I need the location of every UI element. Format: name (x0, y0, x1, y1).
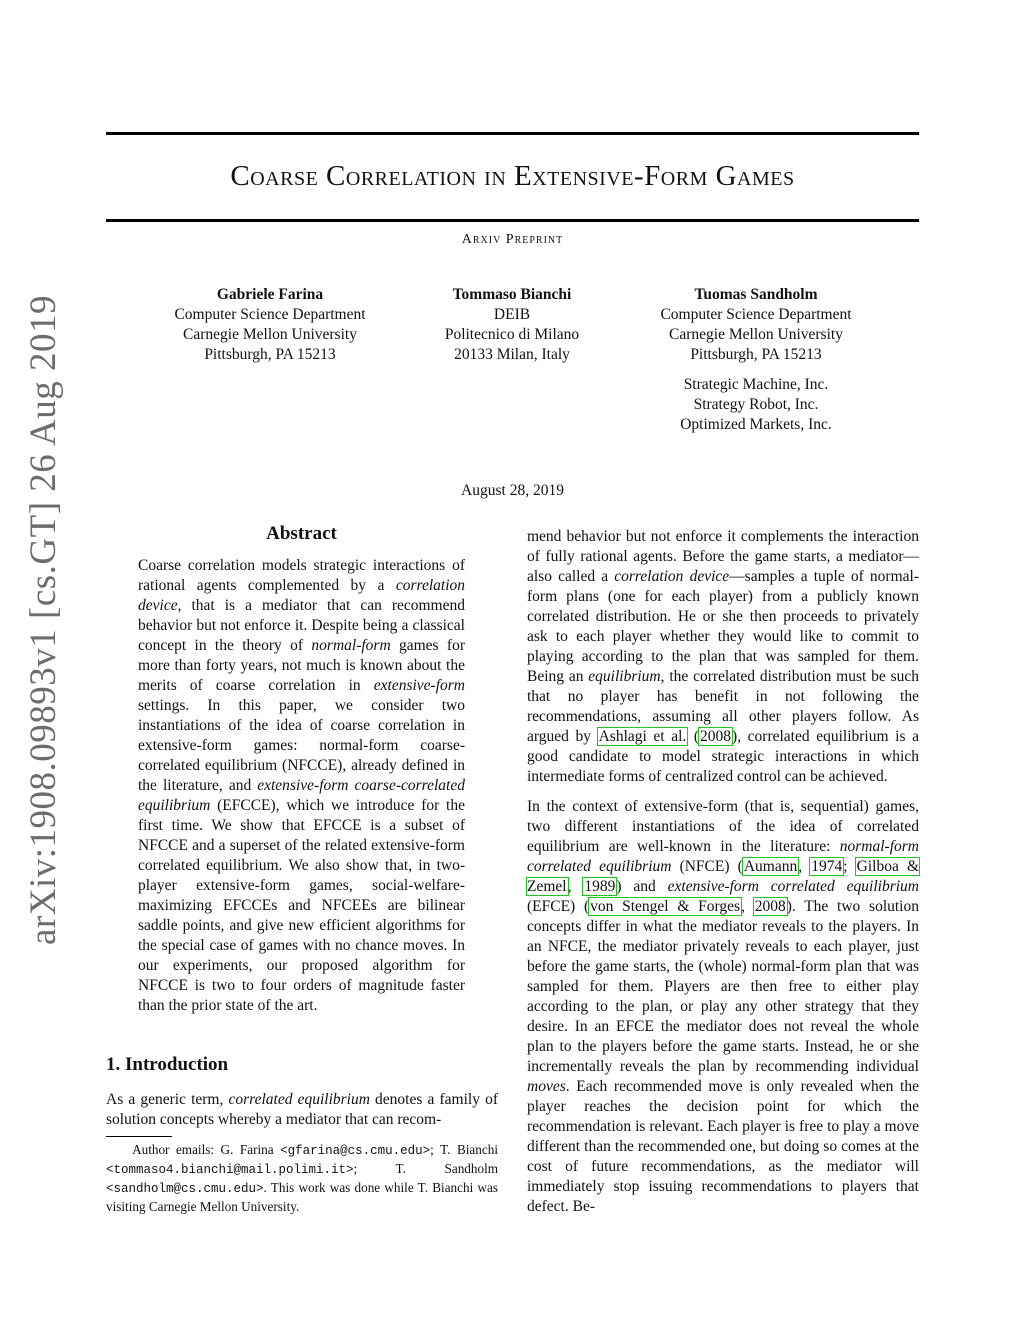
body-text: (EFCE) ( (527, 898, 590, 915)
citation-link-von-stengel-forges[interactable]: von Stengel & Forges (590, 898, 741, 915)
citation-link-aumann-year[interactable]: 1974 (811, 858, 843, 875)
author-emails-footnote (106, 1141, 498, 1215)
body-text: In the context of extensive-form (that is, sequential) games, two different instantiations of the idea of correlated equilibrium are well-known in the literature: (527, 798, 919, 855)
body-text: ) and (616, 878, 668, 895)
body-text: . Each recommended move is only revealed when the player reaches the decision point for which the recommendation is relevant. Each player is free to play a move different than the recommended one, but doing so comes at the cost of future recommendations, as the mediator will immediately stop issuing recommendations to players that defect. Be- (527, 1078, 919, 1215)
citation-link-gilboa-zemel[interactable]: Gilboa & Zemel (527, 858, 920, 895)
paper-title: Coarse Correlation in Extensive-Form Games (230, 160, 795, 192)
email-bianchi[interactable]: <tommaso4.bianchi@mail.polimi.it> (106, 1163, 354, 1177)
author-block-farina (140, 285, 400, 365)
author-extra-line: Strategy Robot, Inc. (693, 396, 819, 413)
footnote-text: . This work was done while T. Bianchi was visiting Carnegie Mellon University. (106, 1180, 498, 1214)
abstract-text: games for more than forty years, not much is known about the merits of coarse correlation in (138, 637, 465, 694)
footnote-text: Author emails: G. Farina (132, 1142, 281, 1157)
body-emphasis: correlation device (614, 568, 730, 585)
body-emphasis: normal-form correlated equilibrium (527, 838, 919, 875)
body-text: ( (687, 728, 700, 745)
abstract-text: settings. In this paper, we consider two instantiations of the idea of coarse correlation in extensive-form games: normal-form coarse-correlated equilibrium (NFCCE), already defined in the literature, and (138, 697, 465, 794)
email-sandholm[interactable]: <sandholm@cs.cmu.edu> (106, 1182, 264, 1196)
body-text: —samples a tuple of normal-form plans (one for each player) from a publicly known correlated distribution. He or she then proceeds to privately ask to each player whether they would like to commit to playing according to the plan that was sampled for them. Being an (527, 568, 919, 685)
author-name: Tommaso Bianchi (452, 286, 572, 303)
citation-link-gilboa-zemel-year[interactable]: 1989 (584, 878, 616, 895)
abstract-emphasis: extensive-form (373, 677, 465, 694)
body-text: (NFCE) ( (671, 858, 743, 875)
paper-subtitle: Arxiv Preprint (461, 232, 564, 247)
intro-emphasis: correlated equilibrium (228, 1091, 370, 1108)
paragraph-nfce-efce (527, 797, 919, 1217)
author-affiliation-line: Pittsburgh, PA 15213 (204, 346, 336, 363)
email-farina[interactable]: <gfarina@cs.cmu.edu> (280, 1144, 431, 1158)
right-column (527, 527, 919, 1227)
arxiv-identifier: arXiv:1908.09893v1 [cs.GT] 26 Aug 2019 (23, 295, 64, 945)
title-rule-bottom (106, 219, 919, 222)
abstract-text: (EFCCE), which we introduce for the first time. We show that EFCCE is a subset of NFCCE and a superset of the related extensive-form correlated equilibrium. We also show that, in two-player extensive-form games, social-welfare-maximizing EFCCEs and NFCEEs are bilinear saddle points, and give new efficient algorithms for the special case of games with no chance moves. In our experiments, our proposed algorithm for NFCCE is two to four orders of magnitude faster than the prior state of the art. (138, 797, 465, 1014)
author-affiliation-line: Computer Science Department (174, 306, 366, 323)
body-emphasis: extensive-form correlated equilibrium (667, 878, 919, 895)
author-name: Gabriele Farina (216, 286, 324, 303)
author-block-bianchi (390, 285, 634, 365)
footnote-text: ; T. Sandholm (353, 1161, 498, 1176)
author-extra-line: Optimized Markets, Inc. (680, 416, 832, 433)
author-block-sandholm (626, 285, 886, 435)
author-affiliation-line: 20133 Milan, Italy (454, 346, 570, 363)
paragraph-correlation-device (527, 527, 919, 787)
author-affiliation-line: DEIB (493, 306, 531, 323)
citation-link-aumann[interactable]: Aumann (743, 858, 798, 875)
author-affiliation-line: Politecnico di Milano (444, 326, 580, 343)
body-text: ), correlated equilibrium is a good candidate to model strategic interactions in which intermediate forms of centralized control can be achieved. (527, 728, 919, 785)
author-affiliation-line: Pittsburgh, PA 15213 (690, 346, 822, 363)
footnote-rule (106, 1136, 172, 1137)
citation-link-ashlagi[interactable]: Ashlagi et al. (598, 728, 687, 745)
footnote-text: ; T. Bianchi (430, 1142, 498, 1157)
body-text: ; (843, 858, 856, 875)
author-name: Tuomas Sandholm (694, 286, 818, 303)
abstract-emphasis: correlation device (138, 577, 465, 614)
author-affiliation-line: Computer Science Department (660, 306, 852, 323)
abstract-heading: Abstract (266, 523, 337, 544)
abstract-body (138, 556, 465, 1016)
paper-date: August 28, 2019 (461, 482, 564, 499)
abstract-emphasis: extensive-form coarse-correlated equilibrium (138, 777, 465, 814)
author-extra-affiliations (626, 375, 886, 435)
body-emphasis: moves (527, 1078, 566, 1095)
title-rule-top (106, 132, 919, 135)
abstract-text: Coarse correlation models strategic interactions of rational agents complemented by a (138, 557, 465, 594)
body-text: , (741, 898, 754, 915)
citation-link-von-stengel-forges-year[interactable]: 2008 (754, 898, 786, 915)
abstract-text: , that is a mediator that can recommend behavior but not enforce it. Despite being a classical concept in the theory of (138, 597, 465, 654)
author-affiliation-line: Carnegie Mellon University (669, 326, 843, 343)
body-text: , (567, 878, 584, 895)
author-extra-line: Strategic Machine, Inc. (683, 376, 829, 393)
body-text: ). The two solution concepts differ in what the mediator reveals to the players. In an NFCE, the mediator privately reveals to each player, just before the game starts, the (whole) normal-form plan that was sampled for them. Players are then free to either play according to the plan, or play any other strategy that they desire. In an EFCE the mediator does not reveal the whole plan to the players before the game starts. Instead, he or she incrementally reveals the plan by recommending individual (527, 898, 919, 1075)
body-text: , (798, 858, 811, 875)
body-text: , the correlated distribution must be such that no player has benefit in not following the recommendations, assuming all other players follow. As argued by (527, 668, 919, 745)
author-affiliation-line: Carnegie Mellon University (183, 326, 357, 343)
section-heading-introduction: 1. Introduction (106, 1054, 229, 1075)
intro-text: As a generic term, (106, 1091, 229, 1108)
abstract-emphasis: normal-form (311, 637, 391, 654)
citation-link-ashlagi-year[interactable]: 2008 (700, 728, 732, 745)
body-text: mend behavior but not enforce it complements the interaction of fully rational agents. Before the game starts, a mediator—also called a (527, 528, 919, 585)
body-emphasis: equilibrium (588, 668, 661, 685)
intro-text: denotes a family of solution concepts whereby a mediator that can recom- (106, 1091, 498, 1128)
intro-paragraph (106, 1090, 498, 1130)
